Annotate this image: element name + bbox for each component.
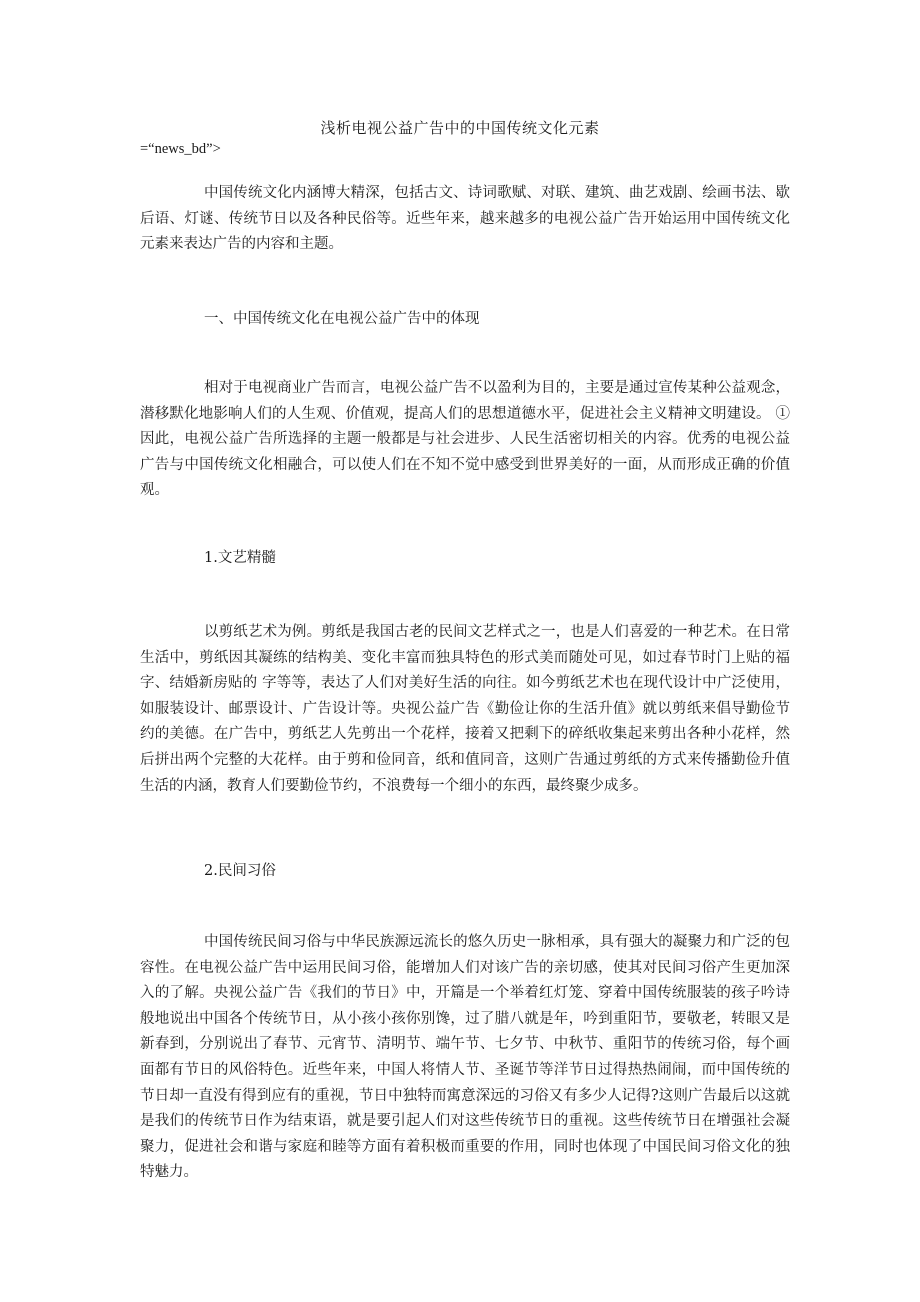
subsection-paragraph: 以剪纸艺术为例。剪纸是我国古老的民间文艺样式之一，也是人们喜爱的一种艺术。在日常生活中，剪纸因其凝练的结构美、变化丰富而独具特色的形式美而随处可见，如过春节时门上贴的福字、结婚新房贴的 字等等，表达了人们对美好生活的向往。如今剪纸艺术也在现代设计中广泛使用，如服装设计、邮票设计、广告设计等。央视公益广告《勤俭让你的生活升值》就以剪纸来倡导勤俭节约的美德。在广告中，剪纸艺人先剪出一个花样，接着又把剩下的碎纸收集起来剪出各种小花样，然后拼出两个完整的大花样。由于剪和俭同音，纸和值同音，这则广告通过剪纸的方式来传播勤俭升值生活的内涵，教育人们要勤俭节约，不浪费每一个细小的东西，最终聚少成多。 xyxy=(140,624,790,794)
section-paragraph: 相对于电视商业广告而言，电视公益广告不以盈利为目的，主要是通过宣传某种公益观念，潜移默化地影响人们的人生观、价值观，提高人们的思想道德水平，促进社会主义精神文明建设。 ① 因此，电视公益广告所选择的主题一般都是与社会进步、人民生活密切相关的内容。优秀的电视公益广告与中国传统文化相融合，可以使人们在不知不觉中感受到世界美好的一面，从而形成正确的价值观。 xyxy=(140,380,790,499)
subsection-paragraph: 中国传统民间习俗与中华民族源远流长的悠久历史一脉相承，具有强大的凝聚力和广泛的包容性。在电视公益广告中运用民间习俗，能增加人们对该广告的亲切感，使其对民间习俗产生更加深入的了解。央视公益广告《我们的节日》中，开篇是一个举着红灯笼、穿着中国传统服装的孩子吟诗般地说出中国各个传统节日，从小孩小孩你别馋，过了腊八就是年，吟到重阳节，要敬老，转眼又是新春到，分别说出了春节、元宵节、清明节、端午节、七夕节、中秋节、重阳节的传统习俗，每个画面都有节日的风俗特色。近些年来，中国人将情人节、圣诞节等洋节日过得热热闹闹，而中国传统的节日却一直没有得到应有的重视，节日中独特而寓意深远的习俗又有多少人记得?这则广告最后以这就是我们的传统节日作为结束语，就是要引起人们对这些传统节日的重视。这些传统节日在增强社会凝聚力，促进社会和谐与家庭和睦等方面有着积极而重要的作用，同时也体现了中国民间习俗文化的独特魅力。 xyxy=(140,934,790,1181)
subsection-heading: 1.文艺精髓 xyxy=(204,550,276,566)
document-title: 浅析电视公益广告中的中国传统文化元素 xyxy=(320,119,600,137)
code-fragment: =“news_bd”> xyxy=(140,141,221,157)
intro-paragraph: 中国传统文化内涵博大精深，包括古文、诗词歌赋、对联、建筑、曲艺戏剧、绘画书法、歇后语、灯谜、传统节日以及各种民俗等。近些年来，越来越多的电视公益广告开始运用中国传统文化元素来表达广告的内容和主题。 xyxy=(140,185,790,253)
section-heading: 一、中国传统文化在电视公益广告中的体现 xyxy=(204,311,480,327)
subsection-heading: 2.民间习俗 xyxy=(204,863,276,879)
